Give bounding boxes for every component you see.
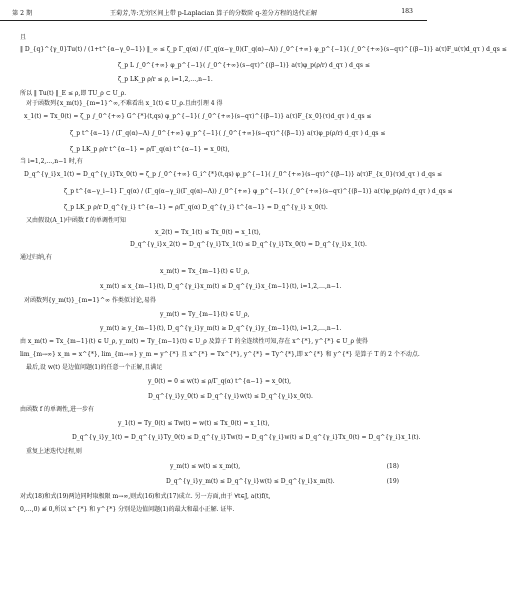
- running-header: [0, 0, 427, 21]
- text-line-23: 由 x_m(t) = Tx_{m−1}(t) ∈ U_ρ, y_m(t) = Ty_{m−1}(t) ∈ U_ρ 及算子 T 的全连续性可知,存在 x^{*}, y^{*} ∈ U_ρ 使得: [20, 338, 368, 345]
- text-line-13: ζ_p LK_p ρ/r D_q^{γ_i} t^{α−1} = ρ/Γ_q(α) D_q^{γ_i} t^{α−1} = D_q^{γ_i} x_0(t).: [64, 204, 328, 211]
- text-line-17: 通过归纳,有: [20, 254, 52, 261]
- text-line-2: ‖ D_{q}^{γ_0}Tu(t) / (1+t^{α−γ_0−1}) ‖_∞ ≤ ζ_p Γ_q(α) / (Γ_q(α−γ_0)(Γ_q(α)−Λ)) ∫_0^{+∞} φ_p^{−1}( ∫_0^{+∞}(s−qτ)^{(β−1)} a(τ)F_u(τ)d_qτ ) d_qs ≤: [20, 46, 507, 53]
- text-line-25: 最后,设 w(t) 是边值问题(1)的任意一个正解,且满足: [26, 364, 163, 371]
- text-line-29: y_1(t) = Ty_0(t) ≤ Tw(t) = w(t) ≤ Tx_0(t) = x_1(t),: [118, 420, 270, 427]
- equation-tag: (19): [386, 478, 399, 485]
- text-line-20: 对函数列{y_m(t)}_{m=1}^∞ 作类似讨论,易得: [24, 297, 156, 304]
- text-line-3: ζ_p L ∫_0^{+∞} φ_p^{−1}( ∫_0^{+∞}(s−qτ)^{(β−1)} a(τ)φ_p(ρ/r) d_qτ ) d_qs ≤: [118, 62, 370, 69]
- text-line-21: y_m(t) = Ty_{m−1}(t) ∈ U_ρ,: [160, 311, 250, 318]
- text-line-5: 所以 ‖ Tu(t) ‖_E ≤ ρ,即 TU_ρ ⊂ U_ρ.: [20, 90, 127, 97]
- text-line-35: 0,…,0) ≢ 0,所以 x^{*} 和 y^{*} 分别是边值问题(1)的最大和最小正解. 证毕.: [20, 506, 235, 513]
- text-line-14: 又由假设(A_1)中函数 f 的单调性可知: [26, 217, 126, 224]
- text-line-34: 对式(18)和式(19)两边同时取极限 m→∞,则式(16)和式(17)成立. 另一方面,由于 ∀t∈J, a(t)f(t,: [20, 493, 271, 500]
- equation-tag: (18): [386, 463, 399, 470]
- text-line-6: 对于函数列{x_m(t)}_{m=1}^∞,不难看出 x_1(t) ∈ U_ρ.且由引理 4 得: [26, 100, 223, 107]
- text-line-32: y_m(t) ≤ w(t) ≤ x_m(t),: [170, 463, 241, 470]
- text-line-10: 当 i=1,2,…,n−1 时,有: [20, 158, 83, 165]
- text-line-27: D_q^{γ_i}y_0(t) ≤ D_q^{γ_i}w(t) ≤ D_q^{γ_i}x_0(t).: [148, 393, 313, 400]
- text-line-19: x_m(t) ≤ x_{m−1}(t), D_q^{γ_i}x_m(t) ≤ D_q^{γ_i}x_{m−1}(t), i=1,2,…,n−1.: [100, 283, 342, 290]
- text-line-12: ζ_p t^{α−γ_i−1} Γ_q(α) / (Γ_q(α−γ_i)(Γ_q(α)−Λ)) ∫_0^{+∞} φ_p^{−1}( ∫_0^{+∞}(s−qτ)^{(β−1)} a(τ)φ_p(ρ/r) d_qτ ) d_qs ≤: [64, 188, 453, 195]
- text-line-22: y_m(t) ≥ y_{m−1}(t), D_q^{γ_i}y_m(t) ≥ D_q^{γ_i}y_{m−1}(t), i=1,2,…,n−1.: [100, 325, 342, 332]
- text-line-24: lim_{m→∞} x_m = x^{*}, lim_{m→∞} y_m = y^{*} 且 x^{*} = Tx^{*}, y^{*} = Ty^{*},即 x^{*} 和 y^{*} 是算子 T 的 2 个不动点.: [20, 351, 420, 358]
- issue-label: 第 2 期: [12, 10, 33, 17]
- text-line-15: x_2(t) = Tx_1(t) ≤ Tx_0(t) = x_1(t),: [155, 229, 261, 236]
- text-line-7: x_1(t) = Tx_0(t) = ζ_p ∫_0^{+∞} G^{*}(t,qs) φ_p^{−1}( ∫_0^{+∞}(s−qτ)^{(β−1)} a(τ)F_{x_0}(τ)d_qτ ) d_qs ≤: [24, 113, 372, 120]
- text-line-18: x_m(t) = Tx_{m−1}(t) ∈ U_ρ,: [160, 268, 250, 275]
- text-line-8: ζ_p t^{α−1} / (Γ_q(α)−Λ) ∫_0^{+∞} φ_p^{−1}( ∫_0^{+∞}(s−qτ)^{(β−1)} a(τ)φ_p(ρ/r) d_qτ ) d_qs ≤: [70, 130, 386, 137]
- text-line-28: 由函数 f 的单调性,进一步有: [20, 406, 94, 413]
- text-line-9: ζ_p LK_p ρ/r t^{α−1} = ρ/Γ_q(α) t^{α−1} = x_0(t),: [70, 146, 230, 153]
- text-line-16: D_q^{γ_i}x_2(t) = D_q^{γ_i}Tx_1(t) ≤ D_q^{γ_i}Tx_0(t) = D_q^{γ_i}x_1(t).: [130, 241, 367, 248]
- text-line-1: 且: [20, 34, 27, 41]
- text-line-4: ζ_p LK_p ρ/r ≤ ρ, i=1,2,…,n−1.: [118, 76, 213, 83]
- text-line-26: y_0(t) = 0 ≤ w(t) ≤ ρ/Γ_q(α) t^{α−1} = x_0(t),: [148, 378, 292, 385]
- text-line-30: D_q^{γ_i}y_1(t) = D_q^{γ_i}Ty_0(t) ≤ D_q^{γ_i}Tw(t) = D_q^{γ_i}w(t) ≤ D_q^{γ_i}Tx_0(t) = D_q^{γ_i}x_1(t).: [72, 434, 421, 441]
- text-line-31: 重复上述迭代过程,则: [26, 448, 82, 455]
- running-title: 王菊芳,等:无穷区间上带 p-Laplacian 算子的分数阶 q-差分方程的迭代正解: [109, 10, 318, 17]
- text-line-33: D_q^{γ_i}y_m(t) ≤ D_q^{γ_i}w(t) ≤ D_q^{γ_i}x_m(t).: [166, 478, 335, 485]
- text-line-11: D_q^{γ_i}x_1(t) = D_q^{γ_i}Tx_0(t) = ζ_p ∫_0^{+∞} G_i^{*}(t,qs) φ_p^{−1}( ∫_0^{+∞}(s−qτ)^{(β−1)} a(τ)F_{x_0}(τ)d_qτ ) d_qs ≤: [24, 171, 443, 178]
- page-number: 183: [401, 8, 413, 15]
